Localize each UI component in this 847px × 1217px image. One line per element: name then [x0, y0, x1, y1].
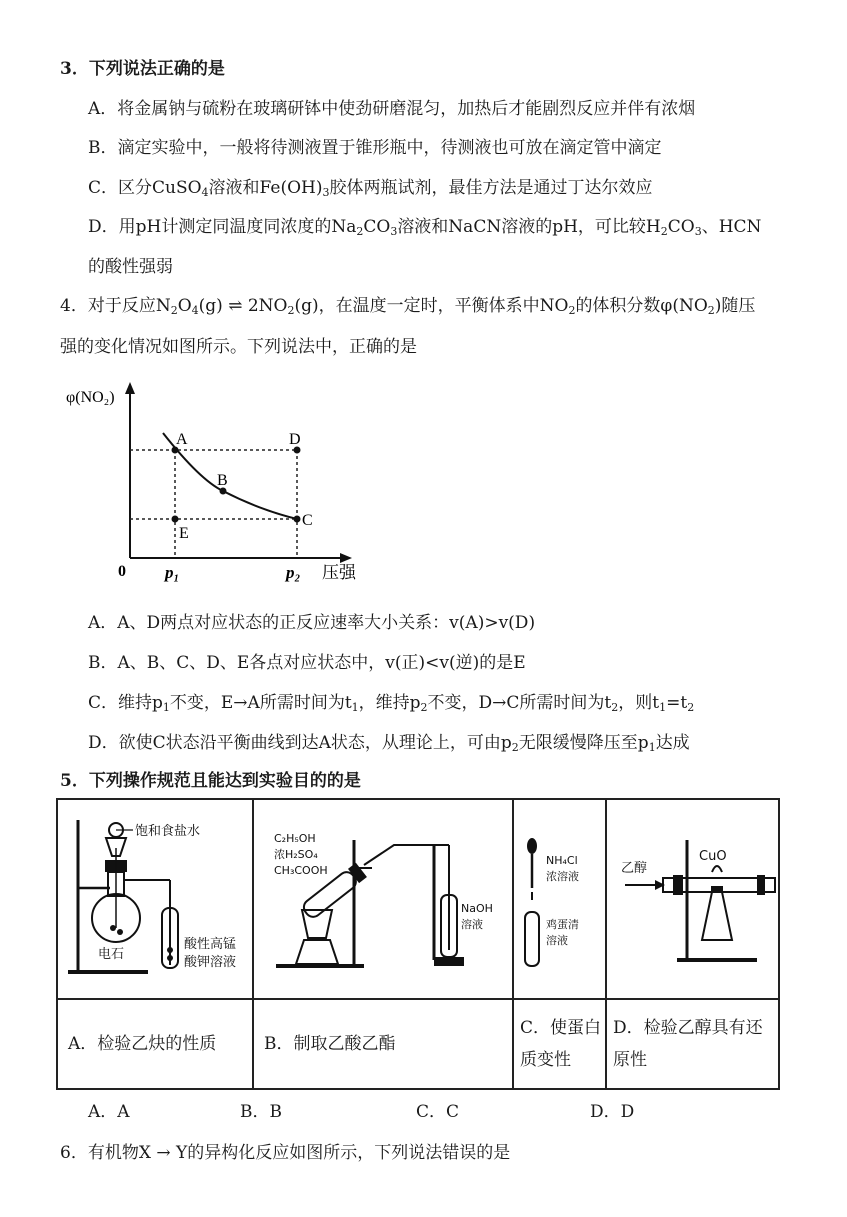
point-e-dot [172, 516, 179, 523]
q3-option-d: D．用pH计测定同温度同浓度的$Na_2CO_3$溶液和NaCN溶液的pH，可比较$H_2CO_3$、HCN [88, 217, 762, 238]
label-a: A [176, 431, 188, 448]
label-c: C [302, 512, 313, 529]
label-kmno4-1: 酸性高锰 [184, 937, 237, 952]
label-nh4cl-2: 浓溶液 [546, 870, 579, 883]
label-cuo: CuO [699, 849, 727, 864]
label-egg-white-1: 鸡蛋清 [546, 918, 579, 931]
q4-stem-part6: )随压 [714, 296, 756, 316]
label-conc-h2so4: 浓H₂SO₄ [274, 848, 318, 861]
q4-d-part3: 达成 [655, 733, 690, 753]
label-naoh-1: NaOH [461, 902, 493, 915]
point-c-dot [294, 516, 301, 523]
q4-stem-part2: O [177, 296, 192, 316]
label-nh4cl-1: NH₄Cl [546, 854, 578, 867]
q4-d-part1: D．欲使C状态沿平衡曲线到达A状态，从理论上，可由p [88, 733, 512, 753]
apparatus-d-cell [606, 799, 779, 999]
cell-a-label: A．检验乙炔的性质 [68, 1034, 217, 1054]
label-saturated-brine: 饱和食盐水 [135, 824, 201, 839]
label-e: E [179, 525, 189, 542]
cell-c-label-2: 质变性 [520, 1050, 571, 1070]
cell-c [513, 999, 606, 1089]
q4-c-part5: ，则t [618, 693, 660, 713]
cell-a [57, 999, 253, 1089]
x-axis-label: 压强 [322, 563, 356, 582]
label-ethanol-in: 乙醇 [621, 861, 648, 876]
apparatus-a-cell [57, 799, 253, 999]
q4-option-a: A．A、D两点对应状态的正反应速率大小关系：v(A)>v(D) [88, 613, 536, 633]
cell-c-label-1: C．使蛋白 [520, 1018, 602, 1038]
label-kmno4-2: 酸钾溶液 [184, 955, 237, 970]
label-d: D [289, 431, 301, 448]
apparatus-b-cell [253, 799, 513, 999]
label-b: B [217, 472, 228, 489]
q4-option-b: B．A、B、C、D、E各点对应状态中，v(正)<v(逆)的是E [88, 653, 526, 673]
q4-stem-part5: 的体积分数φ(NO [575, 296, 708, 316]
p1-label: p₁ [165, 563, 180, 582]
q3-option-d-line2: 的酸性强弱 [88, 257, 173, 277]
q4-stem-part1: 4．对于反应N [60, 296, 171, 316]
q4-stem-line2: 强的变化情况如图所示。下列说法中，正确的是 [60, 337, 417, 357]
p2-label: p₂ [286, 563, 301, 582]
q5-stem: 5．下列操作规范且能达到实验目的的是 [60, 771, 361, 791]
x-axis-arrow [340, 553, 352, 563]
q4-c-part6: =t [666, 693, 688, 713]
q3-c-part2: 溶液和Fe(OH) [208, 178, 323, 198]
q4-stem-part3: (g) ⇌ 2NO [198, 296, 288, 316]
y-axis-arrow [125, 382, 135, 394]
q4-c-part3: ，维持p [358, 693, 421, 713]
q5-choice-a: A．A [88, 1102, 130, 1122]
q4-option-d: D．欲使C状态沿平衡曲线到达A状态，从理论上，可由$p_2$无限缓慢降压至$p_1$达成 [88, 733, 690, 754]
q4-c-part2: 不变，E→A所需时间为t [169, 693, 352, 713]
ester-apparatus [254, 800, 512, 998]
q3-d-part3: 溶液和NaCN溶液的pH，可比较H [397, 217, 661, 237]
label-calcium-carbide: 电石 [98, 947, 125, 962]
pressure-graph [60, 380, 380, 585]
q3-d-part5: 、HCN [701, 217, 762, 237]
cell-b [253, 999, 513, 1089]
q3-d-part2: CO [363, 217, 391, 237]
y-axis-label: φ(NO₂) [66, 389, 115, 406]
q3-c-part3: 胶体两瓶试剂，最佳方法是通过丁达尔效应 [329, 178, 653, 198]
q3-stem: 3．下列说法正确的是 [60, 59, 225, 79]
q4-c-part4: 不变，D→C所需时间为t [427, 693, 612, 713]
q3-option-b: B．滴定实验中，一般将待测液置于锥形瓶中，待测液也可放在滴定管中滴定 [88, 138, 662, 158]
origin-label: 0 [118, 563, 126, 580]
cell-d-label-1: D．检验乙醇具有还 [613, 1018, 763, 1038]
protein-apparatus [514, 800, 605, 998]
label-naoh-2: 溶液 [461, 918, 483, 931]
label-ethanol: C₂H₅OH [274, 832, 316, 845]
label-acetic-acid: CH₃COOH [274, 864, 328, 877]
q5-apparatus-table [56, 798, 780, 1090]
q5-choice-b: B．B [240, 1102, 282, 1122]
acetylene-apparatus [58, 800, 252, 998]
apparatus-c-cell [513, 799, 606, 999]
q4-c-part1: C．维持p [88, 693, 163, 713]
q3-c-part1: C．区分CuSO [88, 178, 202, 198]
q4-d-part2: 无限缓慢降压至p [518, 733, 649, 753]
q4-stem: 4．对于反应$N_2O_4(g)$ ⇌ $2NO_2(g)$，在温度一定时，平衡体系中$NO_2$的体积分数$\varphi(NO_2)$随压 [60, 296, 756, 317]
q5-choice-d: D．D [590, 1102, 635, 1122]
q4-option-c: C．维持$p_1$不变，E→A所需时间为$t_1$，维持$p_2$不变，D→C所需时间为$t_2$，则$t_1=t_2$ [88, 693, 695, 714]
q4-stem-part4: (g)，在温度一定时，平衡体系中NO [294, 296, 569, 316]
cell-b-label: B．制取乙酸乙酯 [264, 1034, 396, 1054]
cell-d [606, 999, 779, 1089]
q6-stem: 6．有机物X → Y的异构化反应如图所示，下列说法错误的是 [60, 1143, 511, 1163]
q3-d-part4: CO [667, 217, 695, 237]
q3-option-c: C．区分CuSO$_4$溶液和$Fe(OH)_3$胶体两瓶试剂，最佳方法是通过丁达尔效应 [88, 178, 653, 199]
label-egg-white-2: 溶液 [546, 934, 568, 947]
cell-d-label-2: 原性 [613, 1050, 647, 1070]
q3-option-a: A．将金属钠与硫粉在玻璃研钵中使劲研磨混匀，加热后才能剧烈反应并伴有浓烟 [88, 99, 696, 119]
ethanol-oxidation-apparatus [607, 800, 778, 998]
q5-choice-c: C．C [416, 1102, 460, 1122]
q3-d-part1: D．用pH计测定同温度同浓度的Na [88, 217, 357, 237]
